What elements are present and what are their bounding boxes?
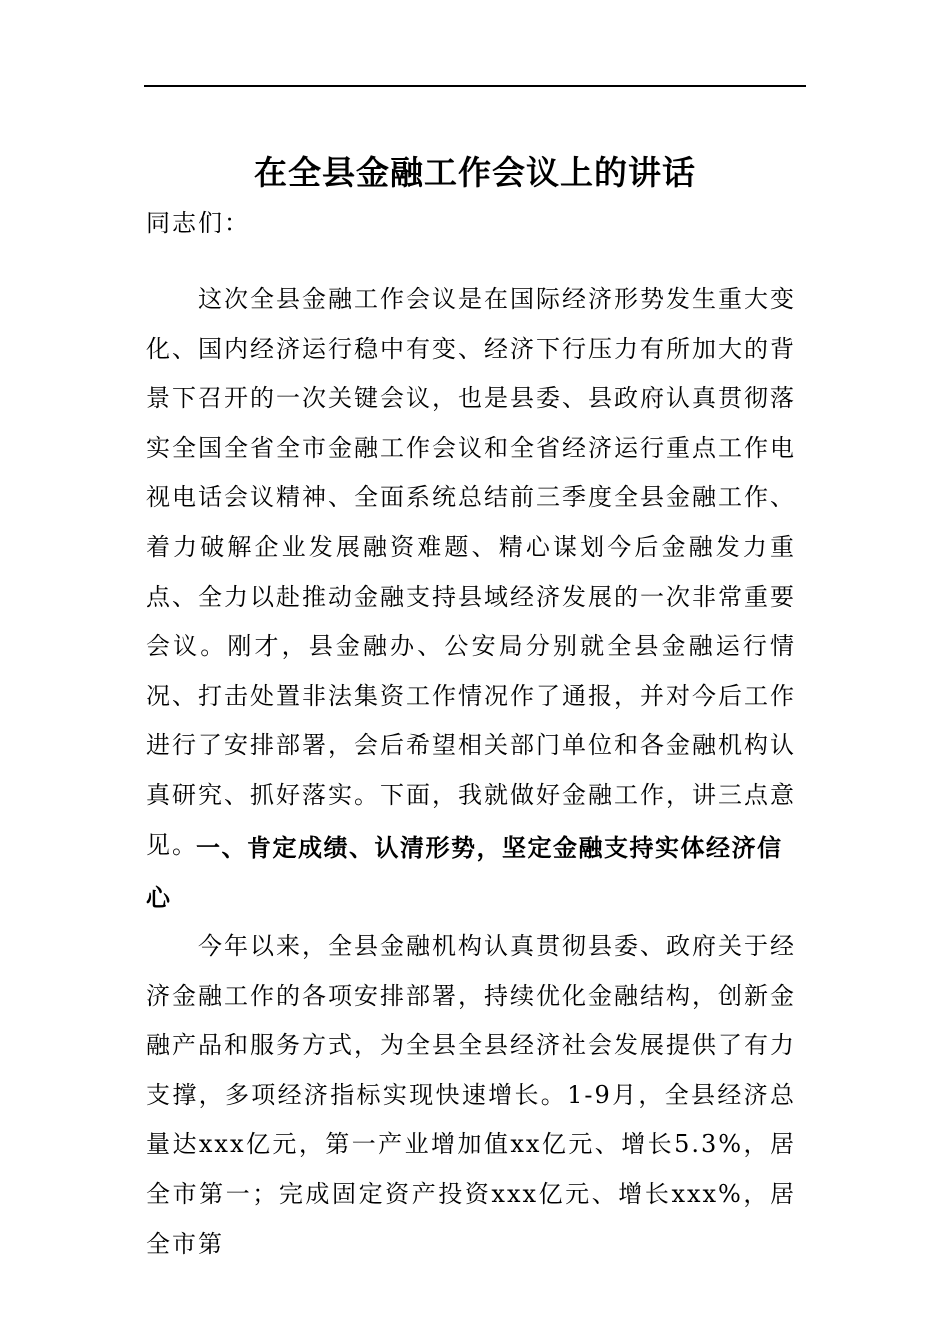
document-title: 在全县金融工作会议上的讲话	[254, 153, 696, 192]
header-rule	[144, 85, 806, 87]
paragraph-intro: 这次全县金融工作会议是在国际经济形势发生重大变化、国内经济运行稳中有变、经济下行压力有所加大的背景下召开的一次关键会议，也是县委、县政府认真贯彻落实全国全省全市金融工作会议和全省经济运行重点工作电视电话会议精神、全面系统总结前三季度全县金融工作、着力破解企业发展融资难题、精心谋划今后金融发力重点、全力以赴推动金融支持县域经济发展的一次非常重要会议。刚才，县金融办、公安局分别就全县金融运行情况、打击处置非法集资工作情况作了通报，并对今后工作进行了安排部署，会后希望相关部门单位和各金融机构认真研究、抓好落实。下面，我就做好金融工作，讲三点意见。	[146, 285, 796, 859]
paragraph-achievements: 今年以来，全县金融机构认真贯彻县委、政府关于经济金融工作的各项安排部署，持续优化金融结构，创新金融产品和服务方式，为全县全县经济社会发展提供了有力支撑，多项经济指标实现快速增长。1-9月，全县经济总量达xxx亿元，第一产业增加值xx亿元、增长5.3%，居全市第一；完成固定资产投资xxx亿元、增长xxx%，居全市第	[146, 932, 796, 1258]
salutation: 同志们：	[146, 209, 250, 237]
section-heading-1: 一、肯定成绩、认清形势，坚定金融支持实体经济信心	[146, 834, 783, 912]
